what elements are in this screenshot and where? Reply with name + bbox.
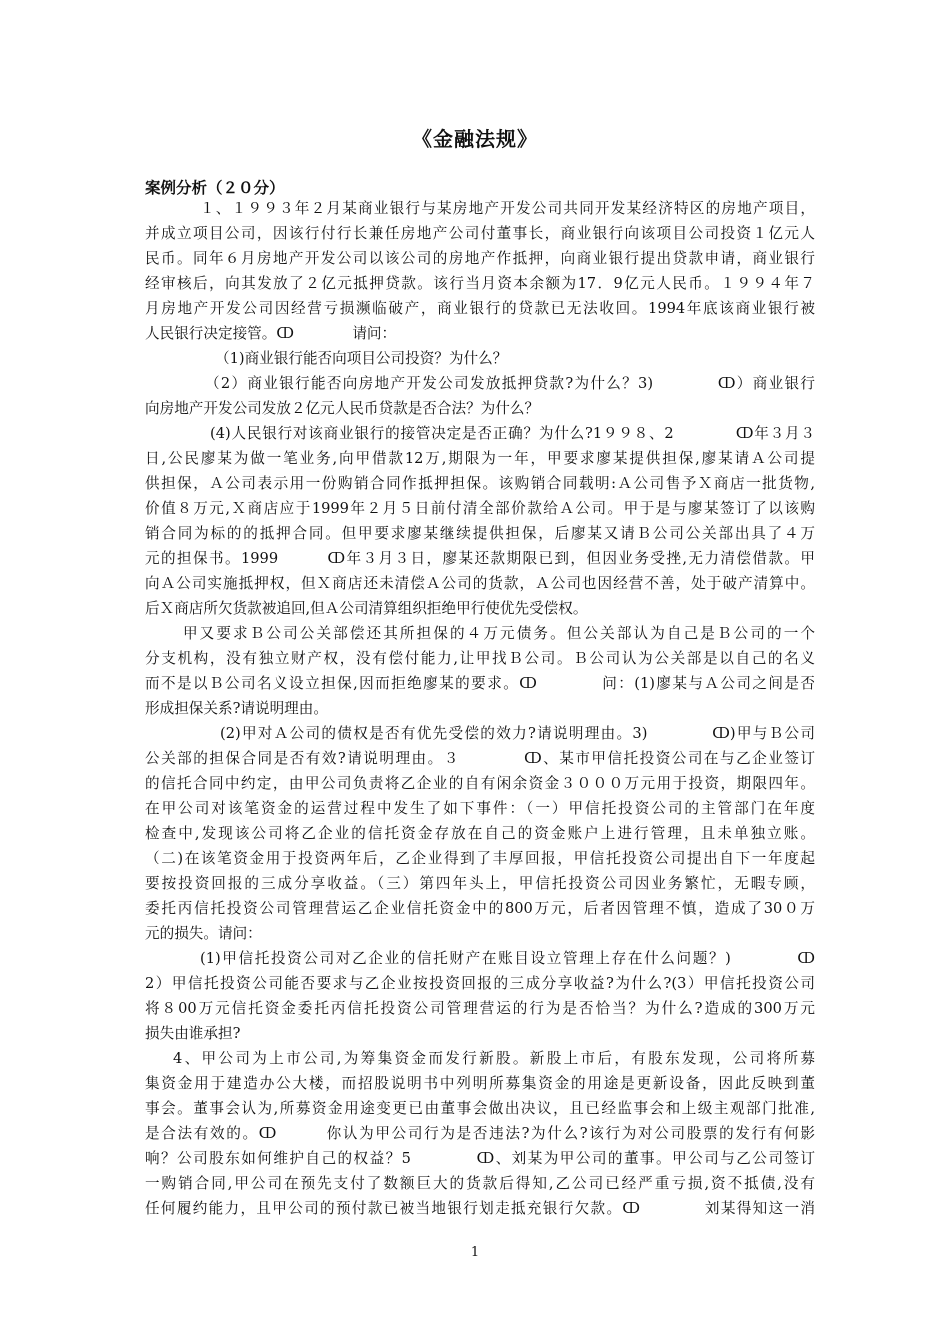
section-heading: 案例分析（２０分） bbox=[145, 178, 285, 197]
body-line: （1)商业银行能否向项目公司投资？为什么？ bbox=[215, 350, 508, 367]
body-line: 民币。同年６月房地产开发公司以该公司的房地产作抵押，向商业银行提出贷款申请，商业银行 bbox=[145, 250, 815, 267]
body-line: 检查中,发现该公司将乙企业的信托资金存放在自己的资金账户上进行管理，且未单独立账。 bbox=[145, 825, 815, 842]
body-line: 一购销合同,甲公司在预先支付了数额巨大的货款后得知,乙公司已经严重亏损,资不抵债,没有 bbox=[145, 1175, 815, 1192]
body-line: 公关部的担保合同是否有效?请说明理由。３ ↀ、某市甲信托投资公司在与乙企业签订 bbox=[145, 750, 815, 767]
body-line: 向房地产开发公司发放２亿元人民币贷款是否合法？为什么？ bbox=[145, 400, 540, 417]
body-line: 委托丙信托投资公司管理营运乙企业信托资金中的800万元，后者因管理不慎，造成了30０万 bbox=[145, 900, 815, 917]
body-line: 响？公司股东如何维护自己的权益？5 ↀ、刘某为甲公司的董事。甲公司与乙公司签订 bbox=[145, 1150, 815, 1167]
body-line: 经审核后，向其发放了２亿元抵押贷款。该行当月资本余额为17．9亿元人民币。１９９４年７ bbox=[145, 275, 815, 292]
page-number: 1 bbox=[470, 1245, 480, 1260]
body-line: 损失由谁承担? bbox=[145, 1025, 241, 1042]
body-line: 集资金用于建造办公大楼，而招股说明书中列明所募集资金的用途是更新设备，因此反映到董 bbox=[145, 1075, 815, 1092]
body-line: 是合法有效的。ↀ 你认为甲公司行为是否违法?为什么?该行为对公司股票的发行有何影 bbox=[145, 1125, 815, 1142]
body-line: 在甲公司对该笔资金的运营过程中发生了如下事件：（一）甲信托投资公司的主管部门在年度 bbox=[145, 800, 815, 817]
body-line: 销合同为标的的抵押合同。但甲要求廖某继续提供担保，后廖某又请Ｂ公司公关部出具了４万 bbox=[145, 525, 815, 542]
body-line: 元的担保书。1999 ↀ年３月３日，廖某还款期限已到，但因业务受挫,无力清偿借款。甲 bbox=[145, 550, 815, 567]
body-line: 供担保，Ａ公司表示用一份购销合同作抵押担保。该购销合同载明:Ａ公司售予Ｘ商店一批货物, bbox=[145, 475, 815, 492]
body-line: 的信托合同中约定，由甲公司负责将乙企业的自有闲余资金３０００万元用于投资，期限四年。 bbox=[145, 775, 815, 792]
body-line: 2）甲信托投资公司能否要求与乙企业按投资回报的三成分享收益?为什么?(3）甲信托投资公司 bbox=[145, 975, 815, 992]
body-line: 4、甲公司为上市公司,为筹集资金而发行新股。新股上市后，有股东发现，公司将所募 bbox=[173, 1050, 815, 1067]
body-line: 而不是以Ｂ公司名义设立担保,因而拒绝廖某的要求。ↀ 问：(1)廖某与Ａ公司之间是否 bbox=[145, 675, 815, 692]
body-line: 要按投资回报的三成分享收益。（三）第四年头上，甲信托投资公司因业务繁忙，无暇专顾， bbox=[145, 875, 815, 892]
body-line: 向Ａ公司实施抵押权，但Ｘ商店还未清偿Ａ公司的货款，Ａ公司也因经营不善，处于破产清算中。 bbox=[145, 575, 815, 592]
body-line: (4)人民银行对该商业银行的接管决定是否正确？为什么?1９９８、2 ↀ年３月３ bbox=[210, 425, 815, 442]
body-line: 将８00万元信托资金委托丙信托投资公司管理营运的行为是否恰当？为什么?造成的300万元 bbox=[145, 1000, 815, 1017]
body-line: (2)甲对Ａ公司的债权是否有优先受偿的效力?请说明理由。3) ↀ)甲与Ｂ公司 bbox=[220, 725, 815, 742]
body-line: 人民银行决定接管。ↀ 请问： bbox=[145, 325, 397, 342]
body-line: （二)在该笔资金用于投资两年后，乙企业得到了丰厚回报，甲信托投资公司提出自下一年度起 bbox=[145, 850, 815, 867]
body-line: 形成担保关系?请说明理由。 bbox=[145, 700, 328, 717]
body-line: 事会。董事会认为,所募资金用途变更已由董事会做出决议，且已经监事会和上级主观部门批准, bbox=[145, 1100, 815, 1117]
body-line: (1)甲信托投资公司对乙企业的信托财产在账目设立管理上存在什么问题？) ↀ bbox=[200, 950, 815, 967]
body-line: 分支机构，没有独立财产权，没有偿付能力,让甲找Ｂ公司。Ｂ公司认为公关部是以自己的名义 bbox=[145, 650, 815, 667]
body-line: 月房地产开发公司因经营亏损濒临破产，商业银行的贷款已无法收回。1994年底该商业银行被 bbox=[145, 300, 815, 317]
body-line: 元的损失。请问： bbox=[145, 925, 262, 942]
page-title: 《金融法规》 bbox=[412, 127, 538, 151]
body-line: （2）商业银行能否向房地产开发公司发放抵押贷款?为什么？3) ↀ）商业银行 bbox=[205, 375, 815, 392]
body-line: 任何履约能力，且甲公司的预付款已被当地银行划走抵充银行欠款。ↀ 刘某得知这一消 bbox=[145, 1200, 815, 1217]
body-line: 并成立项目公司，因该行付行长兼任房地产公司付董事长，商业银行向该项目公司投资１亿元人 bbox=[145, 225, 815, 242]
body-line: 后Ｘ商店所欠货款被追回,但Ａ公司清算组织拒绝甲行使优先受偿权。 bbox=[145, 600, 588, 617]
body-line: １、１９９３年２月某商业银行与某房地产开发公司共同开发某经济特区的房地产项目， bbox=[200, 200, 815, 217]
body-line: 价值８万元,Ｘ商店应于1999年２月５日前付清全部价款给Ａ公司。甲于是与廖某签订了以该购 bbox=[145, 500, 815, 517]
body-line: 日,公民廖某为做一笔业务,向甲借款12万,期限为一年，甲要求廖某提供担保,廖某请Ａ公司提 bbox=[145, 450, 815, 467]
body-line: 甲又要求Ｂ公司公关部偿还其所担保的４万元债务。但公关部认为自己是Ｂ公司的一个 bbox=[183, 625, 815, 642]
